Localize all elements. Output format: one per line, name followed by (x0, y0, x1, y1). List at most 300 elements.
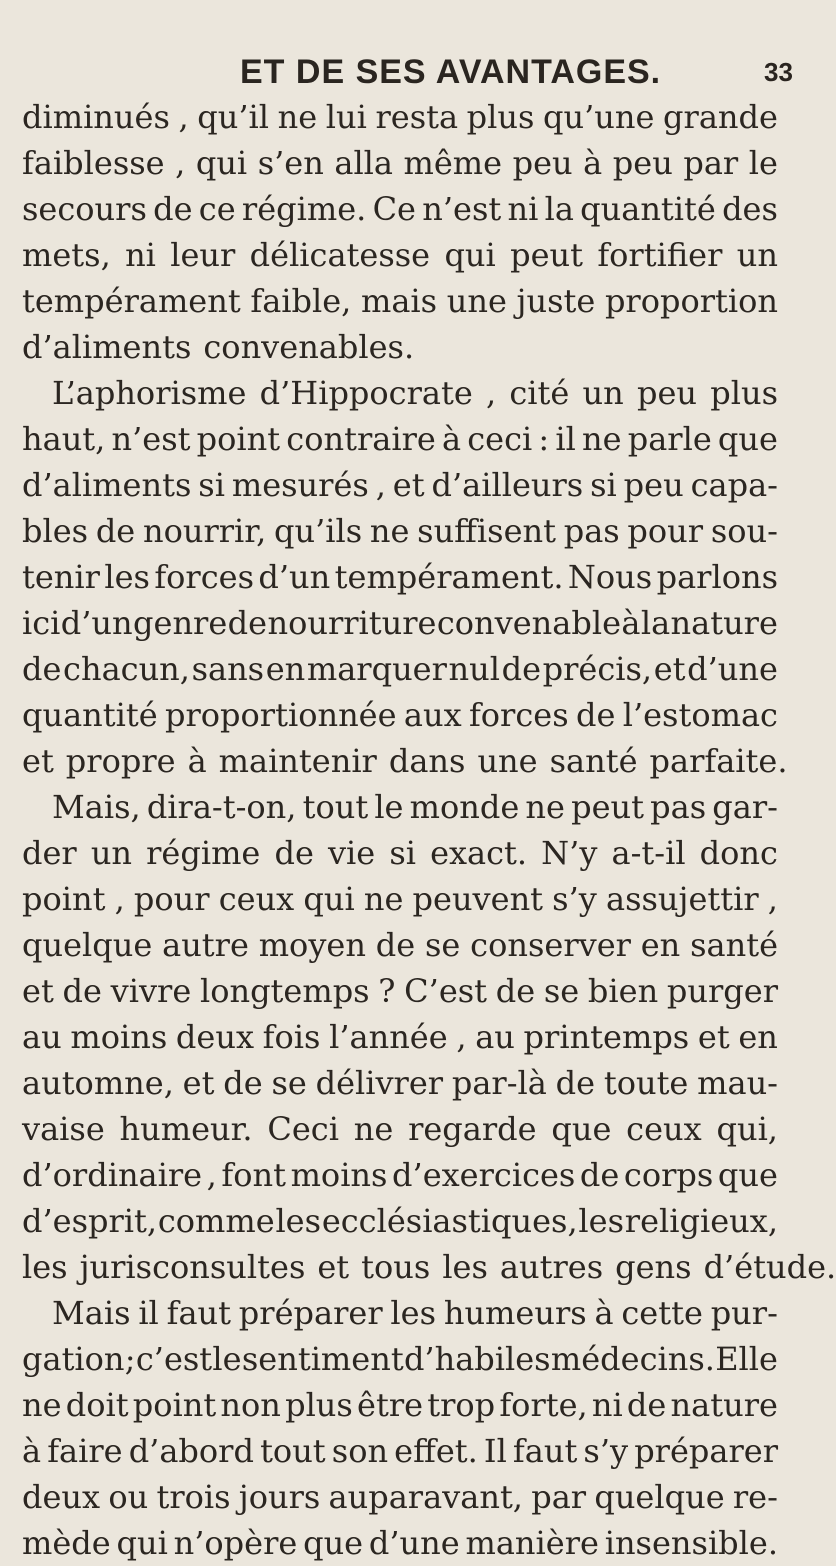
word: cette (621, 1294, 703, 1332)
word: une (446, 282, 507, 320)
word: quelque (594, 1478, 725, 1516)
text-line (22, 738, 788, 784)
word: régime (146, 834, 261, 872)
word: , (206, 1156, 217, 1194)
word: de (22, 650, 62, 688)
word: Ce (372, 190, 416, 228)
word: resta (375, 98, 459, 136)
word: corps (623, 1156, 714, 1194)
text-line (22, 1244, 836, 1290)
word: proportion (604, 282, 778, 320)
word: de (274, 834, 314, 872)
word: s’y (552, 880, 597, 918)
word: de (223, 1064, 263, 1102)
word: qui (195, 144, 248, 182)
word: nature (670, 604, 778, 642)
word: santé (690, 926, 778, 964)
word: tout (302, 788, 369, 826)
word: automne, (22, 1064, 174, 1102)
word: pas (563, 512, 620, 550)
word: c’est (135, 1340, 213, 1378)
word: qu’ils (273, 512, 363, 550)
word: faiblesse (22, 144, 165, 182)
word: nul (448, 650, 500, 688)
word: propre (65, 742, 176, 780)
word: que (551, 1110, 612, 1148)
word: convenable (436, 604, 621, 642)
word: trois (156, 1478, 231, 1516)
word: jurisconsultes (79, 1248, 306, 1286)
word: de (62, 972, 102, 1010)
word: vie (327, 834, 376, 872)
word: dans (388, 742, 466, 780)
word: si (198, 466, 225, 504)
word: re- (732, 1478, 778, 1516)
text-line (22, 462, 778, 508)
word: ou (108, 1478, 149, 1516)
word: humeur. (119, 1110, 253, 1148)
word: mède (22, 1524, 111, 1562)
word: s’y (583, 1432, 629, 1470)
word: Mais, (52, 788, 141, 826)
word: médecins. (550, 1340, 715, 1378)
word: s’en (257, 144, 324, 182)
word: forces (468, 696, 569, 734)
word: assujettir (605, 880, 759, 918)
text-line (22, 1290, 778, 1336)
word: et (697, 1018, 730, 1056)
word: insensible. (604, 1524, 778, 1562)
word: ne (22, 1386, 62, 1424)
word: non (220, 1386, 281, 1424)
word: chacun, (63, 650, 190, 688)
word: qui (444, 236, 496, 274)
word: que (303, 1524, 364, 1562)
word: peu (612, 144, 673, 182)
word: se (543, 972, 580, 1010)
text-line (22, 416, 778, 462)
word: tous (361, 1248, 431, 1286)
word: moins (70, 1018, 168, 1056)
word: santé (549, 742, 638, 780)
word: point (132, 1386, 217, 1424)
word: ne (369, 512, 410, 550)
word: vivre (110, 972, 192, 1010)
word: ici (22, 604, 61, 642)
word: et (392, 466, 425, 504)
word: a-t-il (611, 834, 686, 872)
text-line (22, 692, 778, 738)
text-line (22, 1060, 778, 1106)
word: à (583, 144, 603, 182)
word: que (717, 420, 778, 458)
word: peu (636, 374, 698, 412)
word: et (22, 972, 54, 1010)
word: Ceci (267, 1110, 339, 1148)
text-line (22, 1152, 778, 1198)
word: la (544, 190, 574, 228)
word: de (501, 650, 541, 688)
word: ce (198, 190, 236, 228)
word: conserver (470, 926, 631, 964)
word: auparavant, (328, 1478, 523, 1516)
word: C’est (404, 972, 488, 1010)
running-head (22, 0, 793, 91)
word: autres (499, 1248, 604, 1286)
word: dira-t-on, (146, 788, 297, 826)
word: le (374, 788, 404, 826)
word: il (555, 420, 576, 458)
word: trop (427, 1386, 496, 1424)
word: gar- (712, 788, 778, 826)
word: , (178, 98, 189, 136)
word: au (475, 1018, 515, 1056)
word: proportionnée (165, 696, 397, 734)
word: der (22, 834, 77, 872)
word: en (738, 1018, 778, 1056)
word: mau- (697, 1064, 778, 1102)
word: manière (465, 1524, 599, 1562)
word: les (442, 1248, 488, 1286)
word: qui (303, 880, 355, 918)
word: préparer (634, 1432, 778, 1470)
word: peuvent (412, 880, 544, 918)
text-line (22, 324, 778, 370)
word: d’ailleurs (431, 466, 584, 504)
word: d’exercices (392, 1156, 576, 1194)
word: les (22, 1248, 68, 1286)
word: forte, (499, 1386, 588, 1424)
word: tenir (22, 558, 100, 596)
word: ni (591, 1386, 623, 1424)
word: ne (353, 1110, 394, 1148)
text-line (22, 1382, 778, 1428)
word: d’ordinaire (22, 1156, 203, 1194)
word: , (767, 880, 778, 918)
word: les (390, 1294, 437, 1332)
word: il (138, 1294, 159, 1332)
word: cité (509, 374, 570, 412)
word: qu’une (543, 98, 655, 136)
word: plus (285, 1386, 353, 1424)
word: pur- (710, 1294, 778, 1332)
word: d’une (368, 1524, 460, 1562)
word: nourrir, (142, 512, 267, 550)
word: mais (360, 282, 438, 320)
word: ; (124, 1340, 136, 1378)
text-line (22, 646, 778, 692)
word: en (265, 650, 306, 688)
word: d’aliments (22, 466, 192, 504)
word: tempérament. (334, 558, 564, 596)
word: autre (162, 926, 249, 964)
word: n’est (111, 420, 191, 458)
word: forces (154, 558, 254, 596)
word: effet. (394, 1432, 478, 1470)
text-line (22, 1520, 778, 1566)
word: secours (22, 190, 147, 228)
word: contraire (286, 420, 436, 458)
word: gens (615, 1248, 692, 1286)
word: pour (627, 512, 704, 550)
word: se (424, 926, 461, 964)
word: de (626, 1386, 667, 1424)
word: si (389, 834, 416, 872)
text-line (22, 554, 778, 600)
word: quantité (580, 190, 716, 228)
word: délivrer (315, 1064, 444, 1102)
word: par (683, 144, 739, 182)
word: sentiment (241, 1340, 404, 1378)
word: mets, (22, 236, 111, 274)
word: N’y (541, 834, 598, 872)
word: plus (710, 374, 778, 412)
word: grande (663, 98, 778, 136)
word: par (531, 1478, 587, 1516)
word: ? (378, 972, 396, 1010)
word: nature (670, 1386, 778, 1424)
text-line (22, 968, 778, 1014)
word: un (90, 834, 133, 872)
word: faire (47, 1432, 123, 1470)
word: quantité (22, 696, 158, 734)
word: vaise (22, 1110, 105, 1148)
word: ceci (467, 420, 533, 458)
text-line (22, 508, 778, 554)
word: ne (582, 420, 622, 458)
text-line (22, 784, 778, 830)
word: pas (650, 788, 707, 826)
word: d’un (258, 558, 331, 596)
word: précis, (542, 650, 653, 688)
text-line (22, 1198, 778, 1244)
word: gation (22, 1340, 125, 1378)
word: d’abord (128, 1432, 254, 1470)
word: nourriture (267, 604, 437, 642)
word: à (594, 1294, 614, 1332)
word: Elle (715, 1340, 778, 1378)
text-line (22, 600, 778, 646)
word: que (717, 1156, 778, 1194)
word: un (736, 236, 778, 274)
word: bles (22, 512, 89, 550)
word: les (104, 558, 150, 596)
word: de (227, 604, 268, 642)
word: genre (133, 604, 228, 642)
text-line (22, 922, 778, 968)
text-line (22, 1428, 778, 1474)
word: sou- (710, 512, 778, 550)
word: regarde (408, 1110, 537, 1148)
word: Mais (52, 1294, 131, 1332)
word: exact. (430, 834, 528, 872)
word: deux (175, 1018, 254, 1056)
word: ne (363, 880, 404, 918)
word: de (575, 696, 616, 734)
word: suffisent (417, 512, 556, 550)
word: l’année (329, 1018, 448, 1056)
word: à (22, 1432, 42, 1470)
text-line (22, 1106, 778, 1152)
word: Nous (567, 558, 653, 596)
word: diminués (22, 98, 170, 136)
word: de (95, 512, 136, 550)
word: d’esprit, (22, 1202, 158, 1240)
word: juste (516, 282, 596, 320)
word: de (579, 1156, 620, 1194)
word: purger (666, 972, 778, 1010)
word: la (640, 604, 671, 642)
word: régime. (241, 190, 367, 228)
word: à (187, 742, 207, 780)
word: alla (334, 144, 393, 182)
word: ceux (626, 1110, 702, 1148)
word: le (748, 144, 778, 182)
word: être (357, 1386, 424, 1424)
word: Il (483, 1432, 507, 1470)
word: quelque (22, 926, 153, 964)
word: font (221, 1156, 286, 1194)
text-line (22, 278, 778, 324)
word: marquer (306, 650, 447, 688)
word: longtemps (199, 972, 370, 1010)
word: convenables. (203, 328, 415, 366)
word: de (555, 1064, 596, 1102)
word: son (331, 1432, 389, 1470)
word: parlons (656, 558, 778, 596)
word: bien (587, 972, 659, 1010)
word: parfaite. (649, 742, 788, 780)
word: même (403, 144, 503, 182)
word: aux (403, 696, 462, 734)
text-line (22, 186, 778, 232)
word: point (196, 420, 281, 458)
word: maintenir (218, 742, 377, 780)
word: si (590, 466, 617, 504)
word: peut (571, 788, 644, 826)
word: d’étude. (703, 1248, 836, 1286)
word: à (621, 604, 641, 642)
text-line (22, 232, 778, 278)
word: qui (116, 1524, 168, 1562)
word: qui, (716, 1110, 778, 1148)
word: comme (157, 1202, 275, 1240)
word: , (485, 374, 497, 412)
word: délicatesse (249, 236, 431, 274)
word: qu’il (197, 98, 269, 136)
word: d’Hippocrate (259, 374, 473, 412)
word: , (175, 144, 186, 182)
text-line (22, 1014, 778, 1060)
word: doit (65, 1386, 129, 1424)
word: faut (512, 1432, 578, 1470)
word: mesurés (231, 466, 369, 504)
word: sans (191, 650, 265, 688)
word: peu (623, 466, 684, 504)
word: d’un (60, 604, 133, 642)
text-line (22, 370, 778, 416)
word: les (578, 1202, 625, 1240)
word: au (22, 1018, 62, 1056)
word: et (653, 650, 686, 688)
word: n’opère (173, 1524, 298, 1562)
word: ceux (218, 880, 295, 918)
word: , (456, 1018, 467, 1056)
word: ne (525, 788, 565, 826)
word: fois (262, 1018, 321, 1056)
text-line (22, 94, 778, 140)
word: ecclésiastiques, (321, 1202, 578, 1240)
word: d’habiles (403, 1340, 551, 1378)
word: l’estomac (622, 696, 778, 734)
word: printemps (523, 1018, 690, 1056)
word: peut (510, 236, 583, 274)
text-line (22, 830, 778, 876)
word: de (495, 972, 536, 1010)
word: pour (133, 880, 210, 918)
word: de (375, 926, 416, 964)
word: ni (507, 190, 539, 228)
word: toute (603, 1064, 689, 1102)
word: , (375, 466, 386, 504)
text-line (22, 1336, 778, 1382)
word: donc (699, 834, 778, 872)
word: en (640, 926, 681, 964)
word: parle (627, 420, 712, 458)
word: et (317, 1248, 350, 1286)
page-number: 33 (764, 57, 793, 87)
word: deux (22, 1478, 101, 1516)
word: tempérament (22, 282, 241, 320)
word: religieux, (624, 1202, 778, 1240)
word: les (275, 1202, 322, 1240)
word: faut (166, 1294, 231, 1332)
word: et (22, 742, 54, 780)
word: jours (238, 1478, 321, 1516)
word: moins (290, 1156, 388, 1194)
word: L’aphorisme (52, 374, 247, 412)
word: lui (325, 98, 367, 136)
body-text (22, 94, 836, 1566)
word: peu (512, 144, 573, 182)
text-line (22, 140, 778, 186)
word: et (182, 1064, 215, 1102)
word: humeurs (443, 1294, 587, 1332)
word: le (212, 1340, 242, 1378)
word: d’une (687, 650, 778, 688)
word: , (114, 880, 125, 918)
word: préparer (238, 1294, 383, 1332)
word: par-là (451, 1064, 547, 1102)
word: d’aliments (22, 328, 192, 366)
word: monde (409, 788, 520, 826)
word: plus (466, 98, 535, 136)
text-line (22, 1474, 778, 1520)
word: des (722, 190, 778, 228)
word: de (153, 190, 193, 228)
word: capa- (690, 466, 778, 504)
word: se (271, 1064, 307, 1102)
word: à (441, 420, 462, 458)
word: n’est (422, 190, 502, 228)
word: ne (277, 98, 318, 136)
word: point (22, 880, 106, 918)
word: une (477, 742, 538, 780)
word: leur (170, 236, 236, 274)
word: tout (260, 1432, 326, 1470)
word: un (582, 374, 624, 412)
word: : (538, 420, 550, 458)
